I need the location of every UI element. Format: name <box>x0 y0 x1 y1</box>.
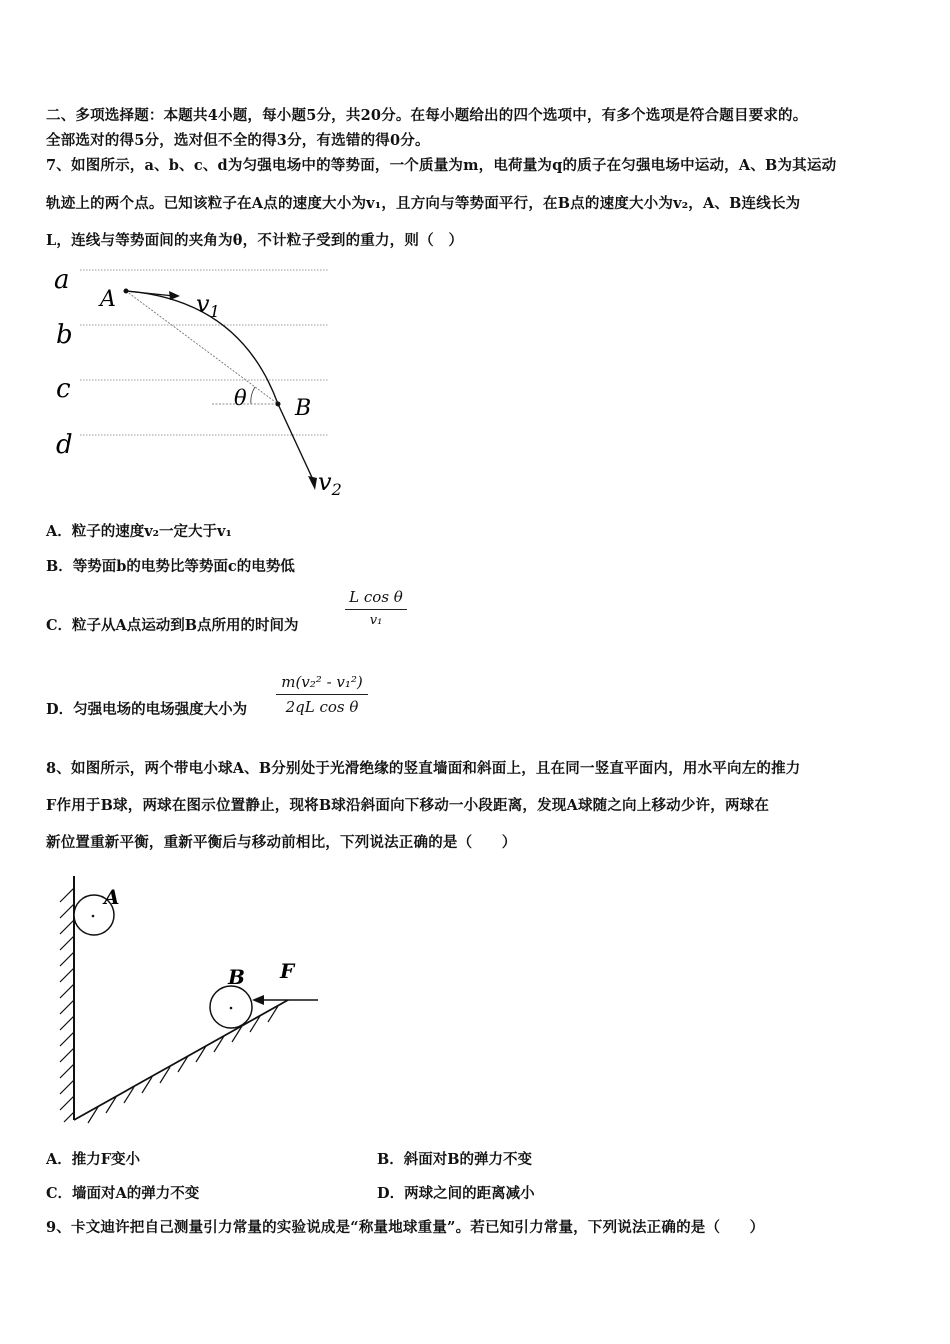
q7-option-a[interactable]: A．粒子的速度v₂一定大于v₁ <box>46 523 232 540</box>
v2-arrowhead <box>308 476 317 490</box>
q7-option-d-fraction <box>276 673 368 716</box>
label-v2: $v_2$ <box>318 468 342 499</box>
plane-label-a: a <box>54 265 70 295</box>
q8-figure <box>50 870 330 1130</box>
q7-figure <box>50 260 350 500</box>
q7-stem-line3: L，连线与等势面间的夹角为θ，不计粒子受到的重力，则（ ） <box>46 232 464 249</box>
q7-option-c-fraction <box>345 588 407 628</box>
q9-stem-line1: 9、卡文迪许把自己测量引力常量的实验说成是“称量地球重量”。若已知引力常量，下列说法正确的是（ ） <box>46 1219 765 1236</box>
q7-option-b[interactable]: B．等势面b的电势比等势面c的电势低 <box>46 558 295 575</box>
fraction-numerator: m(v₂² - v₁²) <box>281 673 363 691</box>
trajectory <box>126 291 315 484</box>
label-v1: $v_1$ <box>196 290 220 321</box>
section-header-line1: 二、多项选择题：本题共4小题，每小题5分，共20分。在每小题给出的四个选项中，有多个选项是符合题目要求的。 <box>46 107 808 124</box>
q7-stem-line2: 轨迹上的两个点。已知该粒子在A点的速度大小为v₁，且方向与等势面平行，在B点的速度大小为v₂，A、B连线长为 <box>46 195 801 212</box>
label-ball-a: A <box>104 885 120 909</box>
incline-hatching <box>88 1006 278 1123</box>
point-b <box>276 402 281 407</box>
q8-stem-line1: 8、如图所示，两个带电小球A、B分别处于光滑绝缘的竖直墙面和斜面上，且在同一竖直平面内，用水平向左的推力 <box>46 760 801 777</box>
wall-hatching <box>60 888 74 1122</box>
plane-label-d: d <box>56 430 73 460</box>
q7-stem-line1: 7、如图所示，a、b、c、d为匀强电场中的等势面，一个质量为m，电荷量为q的质子在匀强电场中运动，A、B为其运动 <box>46 157 837 174</box>
label-b: B <box>295 396 312 421</box>
force-arrowhead <box>252 995 264 1005</box>
v1-arrow <box>126 291 174 296</box>
angle-arc <box>251 387 255 404</box>
label-a: A <box>100 287 116 312</box>
q7-option-d[interactable]: D．匀强电场的电场强度大小为 <box>46 701 248 718</box>
q8-stem-line3: 新位置重新平衡，重新平衡后与移动前相比，下列说法正确的是（ ） <box>46 834 517 851</box>
plane-label-c: c <box>56 374 71 404</box>
point-a <box>124 289 129 294</box>
q7-option-c[interactable]: C．粒子从A点运动到B点所用的时间为 <box>46 617 299 634</box>
q8-option-c[interactable]: C．墙面对A的弹力不变 <box>46 1185 200 1202</box>
label-ball-b: B <box>228 965 245 989</box>
incline <box>74 1000 288 1120</box>
q8-option-a[interactable]: A．推力F变小 <box>46 1151 141 1168</box>
label-force: F <box>280 959 295 983</box>
q8-option-d[interactable]: D．两球之间的距离减小 <box>377 1185 535 1202</box>
v1-arrowhead <box>169 291 180 300</box>
q8-stem-line2: F作用于B球，两球在图示位置静止，现将B球沿斜面向下移动一小段距离，发现A球随之向上移动少许，两球在 <box>46 797 770 814</box>
section-header-line2: 全部选对的得5分，选对但不全的得3分，有选错的得0分。 <box>46 132 430 149</box>
label-theta: θ <box>234 386 247 410</box>
plane-label-b: b <box>56 320 73 350</box>
fraction-numerator: L cos θ <box>349 588 403 606</box>
fraction-denominator: v₁ <box>369 613 383 628</box>
fraction-denominator: 2qL cos θ <box>285 698 359 716</box>
q8-option-b[interactable]: B．斜面对B的弹力不变 <box>377 1151 533 1168</box>
